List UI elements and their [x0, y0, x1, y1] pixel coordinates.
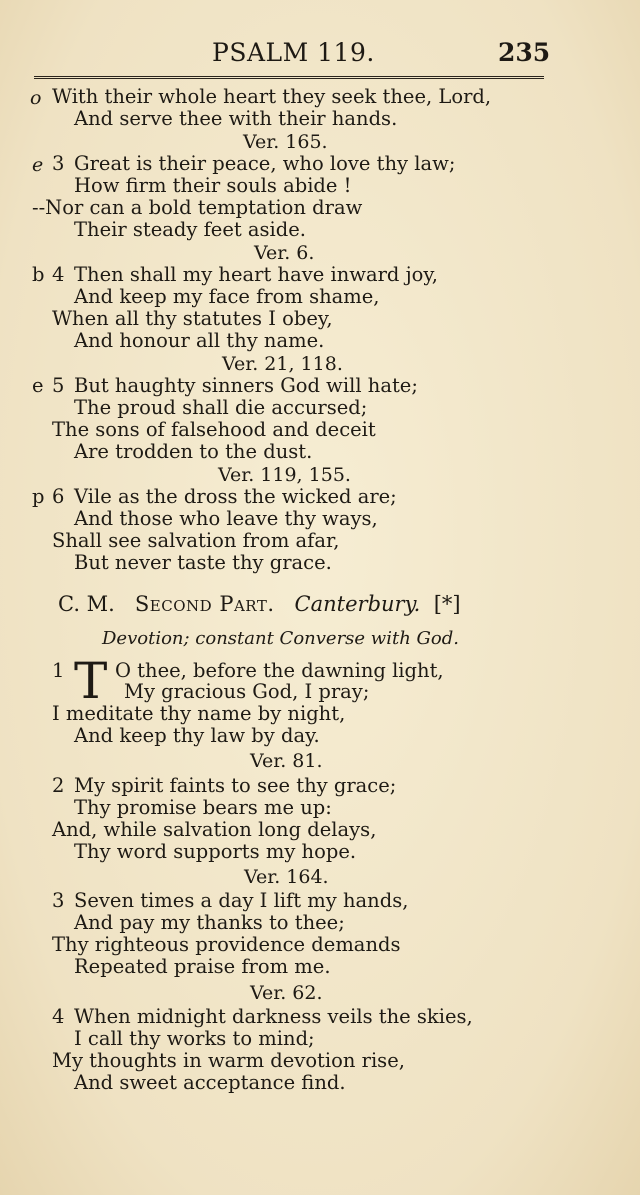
verse-line: And serve thee with their hands. — [74, 107, 398, 130]
verse-reference: Ver. 21, 118. — [222, 353, 343, 375]
stanza-mark: e — [32, 154, 44, 176]
verse-line: --Nor can a bold temptation draw — [32, 196, 363, 219]
stanza-number: 3 — [52, 152, 65, 175]
verse-line: But never taste thy grace. — [74, 551, 332, 574]
verse-line: And honour all thy name. — [74, 329, 325, 352]
verse-line: I meditate thy name by night, — [52, 702, 346, 725]
verse-line: Repeated praise from me. — [74, 955, 331, 978]
meter-label: C. M. — [58, 592, 115, 616]
verse-reference: Ver. 119, 155. — [218, 464, 351, 486]
running-header-title: PSALM 119. — [212, 38, 375, 67]
stanza-number: 2 — [52, 774, 65, 797]
verse-line: Their steady feet aside. — [74, 218, 306, 241]
verse-line: And sweet acceptance find. — [74, 1071, 346, 1094]
stanza-number: 4 — [52, 1005, 65, 1028]
verse-line: The proud shall die accursed; — [74, 396, 368, 419]
verse-line: The sons of falsehood and deceit — [52, 418, 376, 441]
verse-line: My thoughts in warm devotion rise, — [52, 1049, 405, 1072]
verse-line: But haughty sinners God will hate; — [74, 374, 418, 397]
page-number: 235 — [498, 38, 551, 67]
verse-line: Thy righteous providence demands — [52, 933, 401, 956]
header-rule — [34, 76, 544, 79]
stanza-number: 6 — [52, 485, 65, 508]
tune-name: Canterbury. — [294, 592, 421, 616]
verse-line: I call thy works to mind; — [74, 1027, 315, 1050]
verse-line: Thy promise bears me up: — [74, 796, 332, 819]
verse-line: And those who leave thy ways, — [74, 507, 378, 530]
stanza-mark: o — [30, 87, 42, 109]
verse-line: Are trodden to the dust. — [74, 440, 313, 463]
verse-line: Thy word supports my hope. — [74, 840, 357, 863]
stanza-mark: e — [32, 374, 44, 397]
part-heading — [58, 592, 461, 616]
drop-cap: T — [74, 652, 108, 710]
verse-line: Great is their peace, who love thy law; — [74, 152, 456, 175]
verse-line: How firm their souls abide ! — [74, 174, 352, 197]
verse-line: O thee, before the dawning light, — [115, 659, 444, 682]
verse-line: And keep my face from shame, — [74, 285, 380, 308]
verse-reference: Ver. 164. — [244, 866, 329, 888]
verse-line: With their whole heart they seek thee, Lord, — [52, 85, 492, 108]
verse-line: My spirit faints to see thy grace; — [74, 774, 397, 797]
stanza-number: 3 — [52, 889, 65, 912]
tune-mark: [*] — [433, 592, 461, 616]
stanza-mark: b — [32, 263, 45, 286]
verse-line: When midnight darkness veils the skies, — [74, 1005, 473, 1028]
verse-line: And keep thy law by day. — [74, 724, 320, 747]
verse-line: When all thy statutes I obey, — [52, 307, 333, 330]
verse-line: My gracious God, I pray; — [124, 680, 370, 703]
verse-line: And pay my thanks to thee; — [74, 911, 345, 934]
verse-reference: Ver. 165. — [243, 131, 328, 153]
part-label: Second Part. — [134, 592, 275, 616]
verse-reference: Ver. 6. — [254, 242, 315, 264]
stanza-mark: p — [32, 485, 45, 508]
verse-reference: Ver. 62. — [250, 982, 323, 1004]
verse-reference: Ver. 81. — [250, 750, 323, 772]
part-subtitle: Devotion; constant Converse with God. — [102, 628, 459, 649]
verse-line: Seven times a day I lift my hands, — [74, 889, 409, 912]
verse-line: Shall see salvation from afar, — [52, 529, 340, 552]
verse-line: Then shall my heart have inward joy, — [74, 263, 438, 286]
verse-line: And, while salvation long delays, — [52, 818, 377, 841]
verse-line: Vile as the dross the wicked are; — [74, 485, 397, 508]
stanza-number: 1 — [52, 659, 65, 682]
stanza-number: 4 — [52, 263, 65, 286]
stanza-number: 5 — [52, 374, 65, 397]
